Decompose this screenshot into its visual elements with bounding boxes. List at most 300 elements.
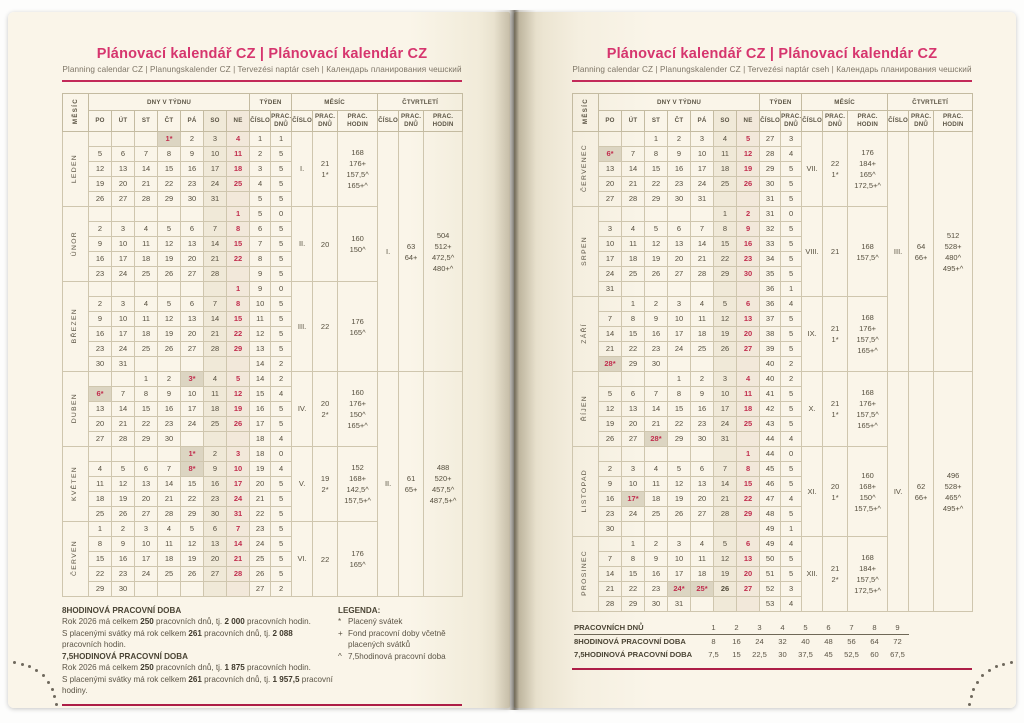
column-header: ČÍSLO: [802, 111, 823, 132]
day-cell: 11: [691, 312, 714, 327]
day-cell: 15: [645, 162, 668, 177]
footer-value-cell: 1: [702, 621, 725, 635]
day-cell: 26: [645, 267, 668, 282]
day-cell: 4: [737, 372, 760, 387]
week-number-cell: 9: [250, 282, 271, 297]
summary-line: 1*: [831, 410, 839, 419]
day-cell: 28: [204, 267, 227, 282]
day-cell: [135, 582, 158, 597]
day-cell: 7: [622, 147, 645, 162]
table-header-dny-v-tydnu: DNY V TÝDNU: [89, 94, 250, 111]
day-cell: 12: [181, 537, 204, 552]
week-number-cell: 30: [760, 177, 781, 192]
month-name-cell: [63, 282, 89, 372]
week-workdays-cell: 5: [781, 177, 802, 192]
week-workdays-cell: 5: [271, 252, 292, 267]
day-cell: [645, 282, 668, 297]
month-hours-cell: [338, 132, 378, 207]
footer-value-cell: 15: [732, 650, 741, 659]
day-cell: 28*: [645, 432, 668, 447]
footer-value-cell: 4: [771, 621, 794, 635]
day-cell: 20: [622, 417, 645, 432]
day-cell: 1: [135, 372, 158, 387]
day-cell: [714, 522, 737, 537]
month-hours-cell: [338, 522, 378, 597]
day-cell: 31: [668, 597, 691, 612]
day-cell: 24: [181, 417, 204, 432]
day-cell: 18: [135, 252, 158, 267]
week-number-cell: 42: [760, 402, 781, 417]
summary-line: 457,5^: [431, 485, 455, 494]
summary-line: 176: [351, 316, 364, 326]
day-cell: [668, 522, 691, 537]
day-cell: 11: [622, 237, 645, 252]
day-cell: 1: [227, 207, 250, 222]
legend-item: [338, 616, 462, 627]
day-cell: [112, 447, 135, 462]
week-workdays-cell: 5: [781, 462, 802, 477]
day-cell: 7: [227, 522, 250, 537]
summary-line: 528+: [944, 481, 962, 491]
day-cell: 15: [714, 237, 737, 252]
table-header-tyden: TÝDEN: [760, 94, 802, 111]
day-cell: 25: [227, 177, 250, 192]
week-workdays-cell: 5: [781, 162, 802, 177]
day-cell: 9: [737, 222, 760, 237]
day-cell: 18: [691, 327, 714, 342]
day-cell: 30: [599, 522, 622, 537]
day-cell: 4: [645, 462, 668, 477]
week-number-cell: 20: [250, 477, 271, 492]
day-cell: 14: [112, 402, 135, 417]
day-cell: 17: [181, 402, 204, 417]
week-workdays-cell: 5: [271, 342, 292, 357]
day-cell: 9: [691, 387, 714, 402]
day-cell: 4: [691, 537, 714, 552]
week-workdays-cell: 2: [271, 372, 292, 387]
week-number-cell: 38: [760, 327, 781, 342]
day-cell: [622, 522, 645, 537]
week-number-cell: 37: [760, 312, 781, 327]
week-number-cell: 6: [250, 222, 271, 237]
day-cell: [737, 432, 760, 447]
day-cell: 8: [714, 222, 737, 237]
day-cell: 20: [599, 177, 622, 192]
column-header: PRAC. HODIN: [848, 111, 888, 132]
summary-line: 157,5+^: [854, 503, 881, 513]
summary-line: 176+: [859, 399, 877, 408]
day-cell: 4: [158, 522, 181, 537]
footer-value-cell: 32: [778, 637, 787, 646]
day-cell: 5: [181, 522, 204, 537]
day-cell: 13: [737, 552, 760, 567]
summary-line: 184+: [859, 564, 877, 573]
summary-line: 66+: [914, 252, 928, 262]
day-cell: 16: [737, 237, 760, 252]
month-workdays-cell: [823, 297, 848, 372]
month-workdays-cell: [313, 207, 338, 282]
summary-line: 19: [320, 474, 330, 483]
day-cell: [135, 357, 158, 372]
day-cell: 27: [89, 432, 112, 447]
month-hours-cell: [848, 207, 888, 297]
week-workdays-cell: 5: [781, 402, 802, 417]
week-workdays-cell: 2: [781, 372, 802, 387]
day-cell: 2: [645, 537, 668, 552]
week-number-cell: 7: [250, 237, 271, 252]
day-cell: 7: [112, 387, 135, 402]
week-workdays-cell: 5: [781, 507, 802, 522]
day-cell: 26: [181, 567, 204, 582]
week-workdays-cell: 4: [781, 597, 802, 612]
week-workdays-cell: 5: [271, 567, 292, 582]
day-cell: 5: [89, 147, 112, 162]
day-cell: 17: [112, 327, 135, 342]
footer-row-label: 8HODINOVÁ PRACOVNÍ DOBA: [574, 637, 686, 646]
month-numeral-cell: XI.: [802, 447, 823, 537]
day-cell: 21: [227, 552, 250, 567]
day-cell: 6: [135, 462, 158, 477]
month-name-cell: [63, 207, 89, 282]
day-cell: 27: [737, 342, 760, 357]
footer-text: S placenými svátky má rok celkem: [62, 628, 189, 638]
day-cell: 13: [691, 477, 714, 492]
month-workdays-cell: [823, 207, 848, 297]
day-cell: 17: [112, 252, 135, 267]
footer-bold-value: 2 000: [224, 617, 245, 627]
week-workdays-cell: 0: [781, 447, 802, 462]
day-cell: 30: [112, 582, 135, 597]
week-number-cell: 53: [760, 597, 781, 612]
day-cell: [691, 357, 714, 372]
day-cell: 9: [89, 312, 112, 327]
footer-value-cell: 52,5: [844, 650, 859, 659]
quarter-numeral-cell: I.: [378, 132, 399, 372]
footer-table-row: [574, 621, 909, 635]
day-cell: 3: [599, 222, 622, 237]
day-cell: 4: [714, 132, 737, 147]
day-cell: [737, 522, 760, 537]
summary-line: 176: [351, 549, 364, 558]
day-cell: 5: [227, 372, 250, 387]
day-cell: 15: [181, 477, 204, 492]
day-cell: 1: [622, 537, 645, 552]
day-cell: 13: [135, 477, 158, 492]
month-numeral-cell: I.: [292, 132, 313, 207]
week-workdays-cell: 5: [781, 477, 802, 492]
day-cell: 11: [89, 477, 112, 492]
day-cell: 10: [599, 237, 622, 252]
summary-line: 165+^: [857, 421, 878, 430]
day-of-week-header: ČT: [158, 111, 181, 132]
day-cell: 23: [112, 567, 135, 582]
table-header-mesic-group: MĚSÍC: [292, 94, 378, 111]
day-cell: 30: [737, 267, 760, 282]
week-number-cell: 40: [760, 372, 781, 387]
day-cell: 11: [691, 552, 714, 567]
column-header: PRAC. DNŮ: [313, 111, 338, 132]
day-cell: 1*: [181, 447, 204, 462]
footer-value-cell: 3: [748, 621, 771, 635]
day-cell: 22: [668, 417, 691, 432]
day-cell: [89, 447, 112, 462]
day-cell: 3: [668, 297, 691, 312]
week-number-cell: 46: [760, 477, 781, 492]
day-cell: 29: [227, 342, 250, 357]
day-cell: 6: [204, 522, 227, 537]
day-cell: 26: [599, 432, 622, 447]
month-name-cell: [63, 372, 89, 447]
footer-value-cell: 30: [778, 650, 787, 659]
day-cell: 5: [668, 462, 691, 477]
month-numeral-cell: IV.: [292, 372, 313, 447]
day-cell: 31: [714, 432, 737, 447]
day-cell: 29: [158, 192, 181, 207]
day-cell: 22: [135, 417, 158, 432]
day-cell: 15: [227, 237, 250, 252]
week-number-cell: 31: [760, 192, 781, 207]
table-header-mesic-group: MĚSÍC: [802, 94, 888, 111]
day-cell: 24: [135, 567, 158, 582]
day-cell: [227, 192, 250, 207]
day-cell: 25*: [691, 582, 714, 597]
summary-line: 165^: [349, 327, 366, 337]
summary-line: 184+: [859, 159, 877, 168]
week-workdays-cell: 5: [271, 192, 292, 207]
day-cell: 26: [714, 342, 737, 357]
table-header-dny-v-tydnu: DNY V TÝDNU: [599, 94, 760, 111]
day-cell: 16: [204, 477, 227, 492]
summary-line: 22: [320, 554, 330, 564]
week-workdays-cell: 4: [781, 537, 802, 552]
day-cell: 21: [599, 342, 622, 357]
week-workdays-cell: 5: [271, 507, 292, 522]
day-cell: [204, 582, 227, 597]
day-cell: 10: [204, 147, 227, 162]
day-cell: [227, 582, 250, 597]
month-numeral-cell: VII.: [802, 132, 823, 207]
day-cell: 12: [227, 387, 250, 402]
day-cell: [181, 207, 204, 222]
right-page: [514, 12, 1016, 708]
day-cell: [737, 597, 760, 612]
day-cell: 17: [135, 552, 158, 567]
day-cell: 7: [645, 387, 668, 402]
week-workdays-cell: 5: [271, 222, 292, 237]
day-cell: 11: [714, 147, 737, 162]
month-name-label: ČERVENEC: [581, 144, 589, 193]
day-cell: 10: [714, 387, 737, 402]
day-cell: 1: [714, 207, 737, 222]
week-workdays-cell: 5: [271, 267, 292, 282]
month-numeral-cell: XII.: [802, 537, 823, 612]
table-header-mesic-label: MĚSÍC: [72, 98, 79, 125]
month-workdays-cell: [313, 282, 338, 372]
day-cell: 11: [135, 312, 158, 327]
quarter-hours-cell: [424, 132, 463, 372]
day-cell: 3: [668, 537, 691, 552]
day-cell: 28: [622, 192, 645, 207]
day-of-week-header: PÁ: [181, 111, 204, 132]
week-number-cell: 35: [760, 267, 781, 282]
day-cell: 31: [691, 192, 714, 207]
day-cell: 23: [645, 582, 668, 597]
day-cell: 4: [691, 297, 714, 312]
quarter-workdays-cell: [399, 372, 424, 597]
footer-value-cell: 45: [824, 650, 833, 659]
day-cell: 26: [227, 417, 250, 432]
day-cell: 24: [227, 492, 250, 507]
day-cell: 10: [112, 237, 135, 252]
day-cell: 21: [645, 417, 668, 432]
day-cell: 12: [112, 477, 135, 492]
day-cell: [181, 357, 204, 372]
day-cell: 13: [112, 162, 135, 177]
month-name-cell: [63, 522, 89, 597]
footer-text: pracovních hodin.: [244, 663, 311, 673]
week-workdays-cell: 4: [271, 462, 292, 477]
table-header-mesic: [573, 94, 599, 132]
planning-calendar-table-second-half: [572, 93, 973, 612]
day-cell: 31: [204, 192, 227, 207]
day-cell: 22: [622, 342, 645, 357]
day-cell: 28*: [599, 357, 622, 372]
day-cell: 21: [714, 492, 737, 507]
summary-line: 157,5^: [856, 252, 879, 262]
day-cell: 14: [227, 537, 250, 552]
week-number-cell: 15: [250, 387, 271, 402]
month-name-label: PROSINEC: [581, 550, 589, 597]
day-cell: [691, 207, 714, 222]
day-cell: 5: [737, 132, 760, 147]
day-cell: [645, 447, 668, 462]
day-cell: 15: [227, 312, 250, 327]
day-cell: 17: [668, 327, 691, 342]
day-cell: 28: [599, 597, 622, 612]
week-workdays-cell: 0: [271, 207, 292, 222]
week-workdays-cell: 0: [271, 282, 292, 297]
table-header-mesic: [63, 94, 89, 132]
summary-line: 160: [351, 388, 364, 397]
day-cell: 14: [599, 567, 622, 582]
legend-text: Placený svátek: [348, 617, 403, 627]
month-name-cell: [573, 537, 599, 612]
month-hours-cell: [848, 372, 888, 447]
footer-text: pracovních dnů, tj.: [201, 628, 273, 638]
summary-line: 157,5^: [346, 170, 369, 179]
column-header: ČÍSLO: [760, 111, 781, 132]
week-workdays-cell: 5: [271, 402, 292, 417]
bottom-rule: [572, 668, 972, 670]
workdays-hours-conversion-table: [574, 621, 909, 661]
day-cell: 17: [599, 252, 622, 267]
day-cell: 9: [181, 147, 204, 162]
day-cell: 18: [135, 327, 158, 342]
day-cell: 5: [158, 222, 181, 237]
week-number-cell: 13: [250, 342, 271, 357]
day-cell: [622, 132, 645, 147]
summary-line: 20: [320, 399, 330, 408]
month-hours-cell: [338, 282, 378, 372]
footer-value-cell: 9: [886, 621, 909, 635]
day-cell: [89, 372, 112, 387]
week-number-cell: 8: [250, 252, 271, 267]
day-cell: [599, 132, 622, 147]
corner-perforation-dot: [972, 688, 975, 691]
footer-75h-title: 7,5HODINOVÁ PRACOVNÍ DOBA: [62, 651, 188, 661]
week-row: [63, 372, 463, 387]
day-cell: 15: [89, 552, 112, 567]
summary-line: 160: [351, 234, 364, 243]
summary-line: 1*: [831, 170, 839, 179]
day-cell: 23: [737, 252, 760, 267]
day-cell: 3: [135, 522, 158, 537]
summary-line: 20: [320, 239, 330, 249]
month-hours-cell: [848, 447, 888, 537]
summary-line: 176+: [859, 324, 877, 333]
day-cell: 3*: [181, 372, 204, 387]
day-cell: 19: [714, 327, 737, 342]
day-of-week-header: ST: [135, 111, 158, 132]
day-cell: 16: [691, 402, 714, 417]
summary-line: 165^: [859, 170, 876, 179]
month-name-cell: [63, 447, 89, 522]
summary-line: 21: [320, 159, 330, 168]
month-name-label: DUBEN: [71, 393, 79, 424]
table-header-mesic-label: MĚSÍC: [582, 98, 589, 125]
day-cell: 12: [668, 477, 691, 492]
day-cell: 24: [714, 417, 737, 432]
day-cell: 29: [89, 582, 112, 597]
month-name-label: LISTOPAD: [581, 469, 589, 513]
day-cell: [227, 432, 250, 447]
day-cell: 14: [691, 237, 714, 252]
week-workdays-cell: 5: [271, 327, 292, 342]
day-cell: 31: [227, 507, 250, 522]
day-cell: 25: [691, 342, 714, 357]
day-cell: 4: [135, 222, 158, 237]
day-cell: 16: [668, 162, 691, 177]
week-row: [573, 132, 973, 147]
day-cell: 18: [737, 402, 760, 417]
week-number-cell: 29: [760, 162, 781, 177]
day-cell: 21: [204, 327, 227, 342]
day-cell: 3: [112, 297, 135, 312]
day-cell: [112, 207, 135, 222]
day-cell: 20: [737, 327, 760, 342]
day-cell: 7: [714, 462, 737, 477]
day-cell: 12: [714, 552, 737, 567]
day-cell: 20: [204, 552, 227, 567]
day-cell: 2: [181, 132, 204, 147]
day-cell: 24: [599, 267, 622, 282]
summary-line: 150^: [859, 492, 876, 502]
planning-calendar-table-first-half: [62, 93, 463, 597]
day-cell: 11: [227, 147, 250, 162]
legend-text: Fond pracovní doby včetně placených svátků: [348, 628, 446, 650]
day-of-week-header: ST: [645, 111, 668, 132]
summary-line: 165+^: [347, 181, 368, 190]
day-cell: 3: [204, 132, 227, 147]
week-number-cell: 44: [760, 447, 781, 462]
day-cell: 18: [204, 402, 227, 417]
week-workdays-cell: 2: [781, 357, 802, 372]
day-cell: [204, 282, 227, 297]
day-cell: 30: [204, 507, 227, 522]
day-cell: 18: [691, 567, 714, 582]
day-cell: 1: [622, 297, 645, 312]
summary-line: 176+: [349, 159, 367, 168]
